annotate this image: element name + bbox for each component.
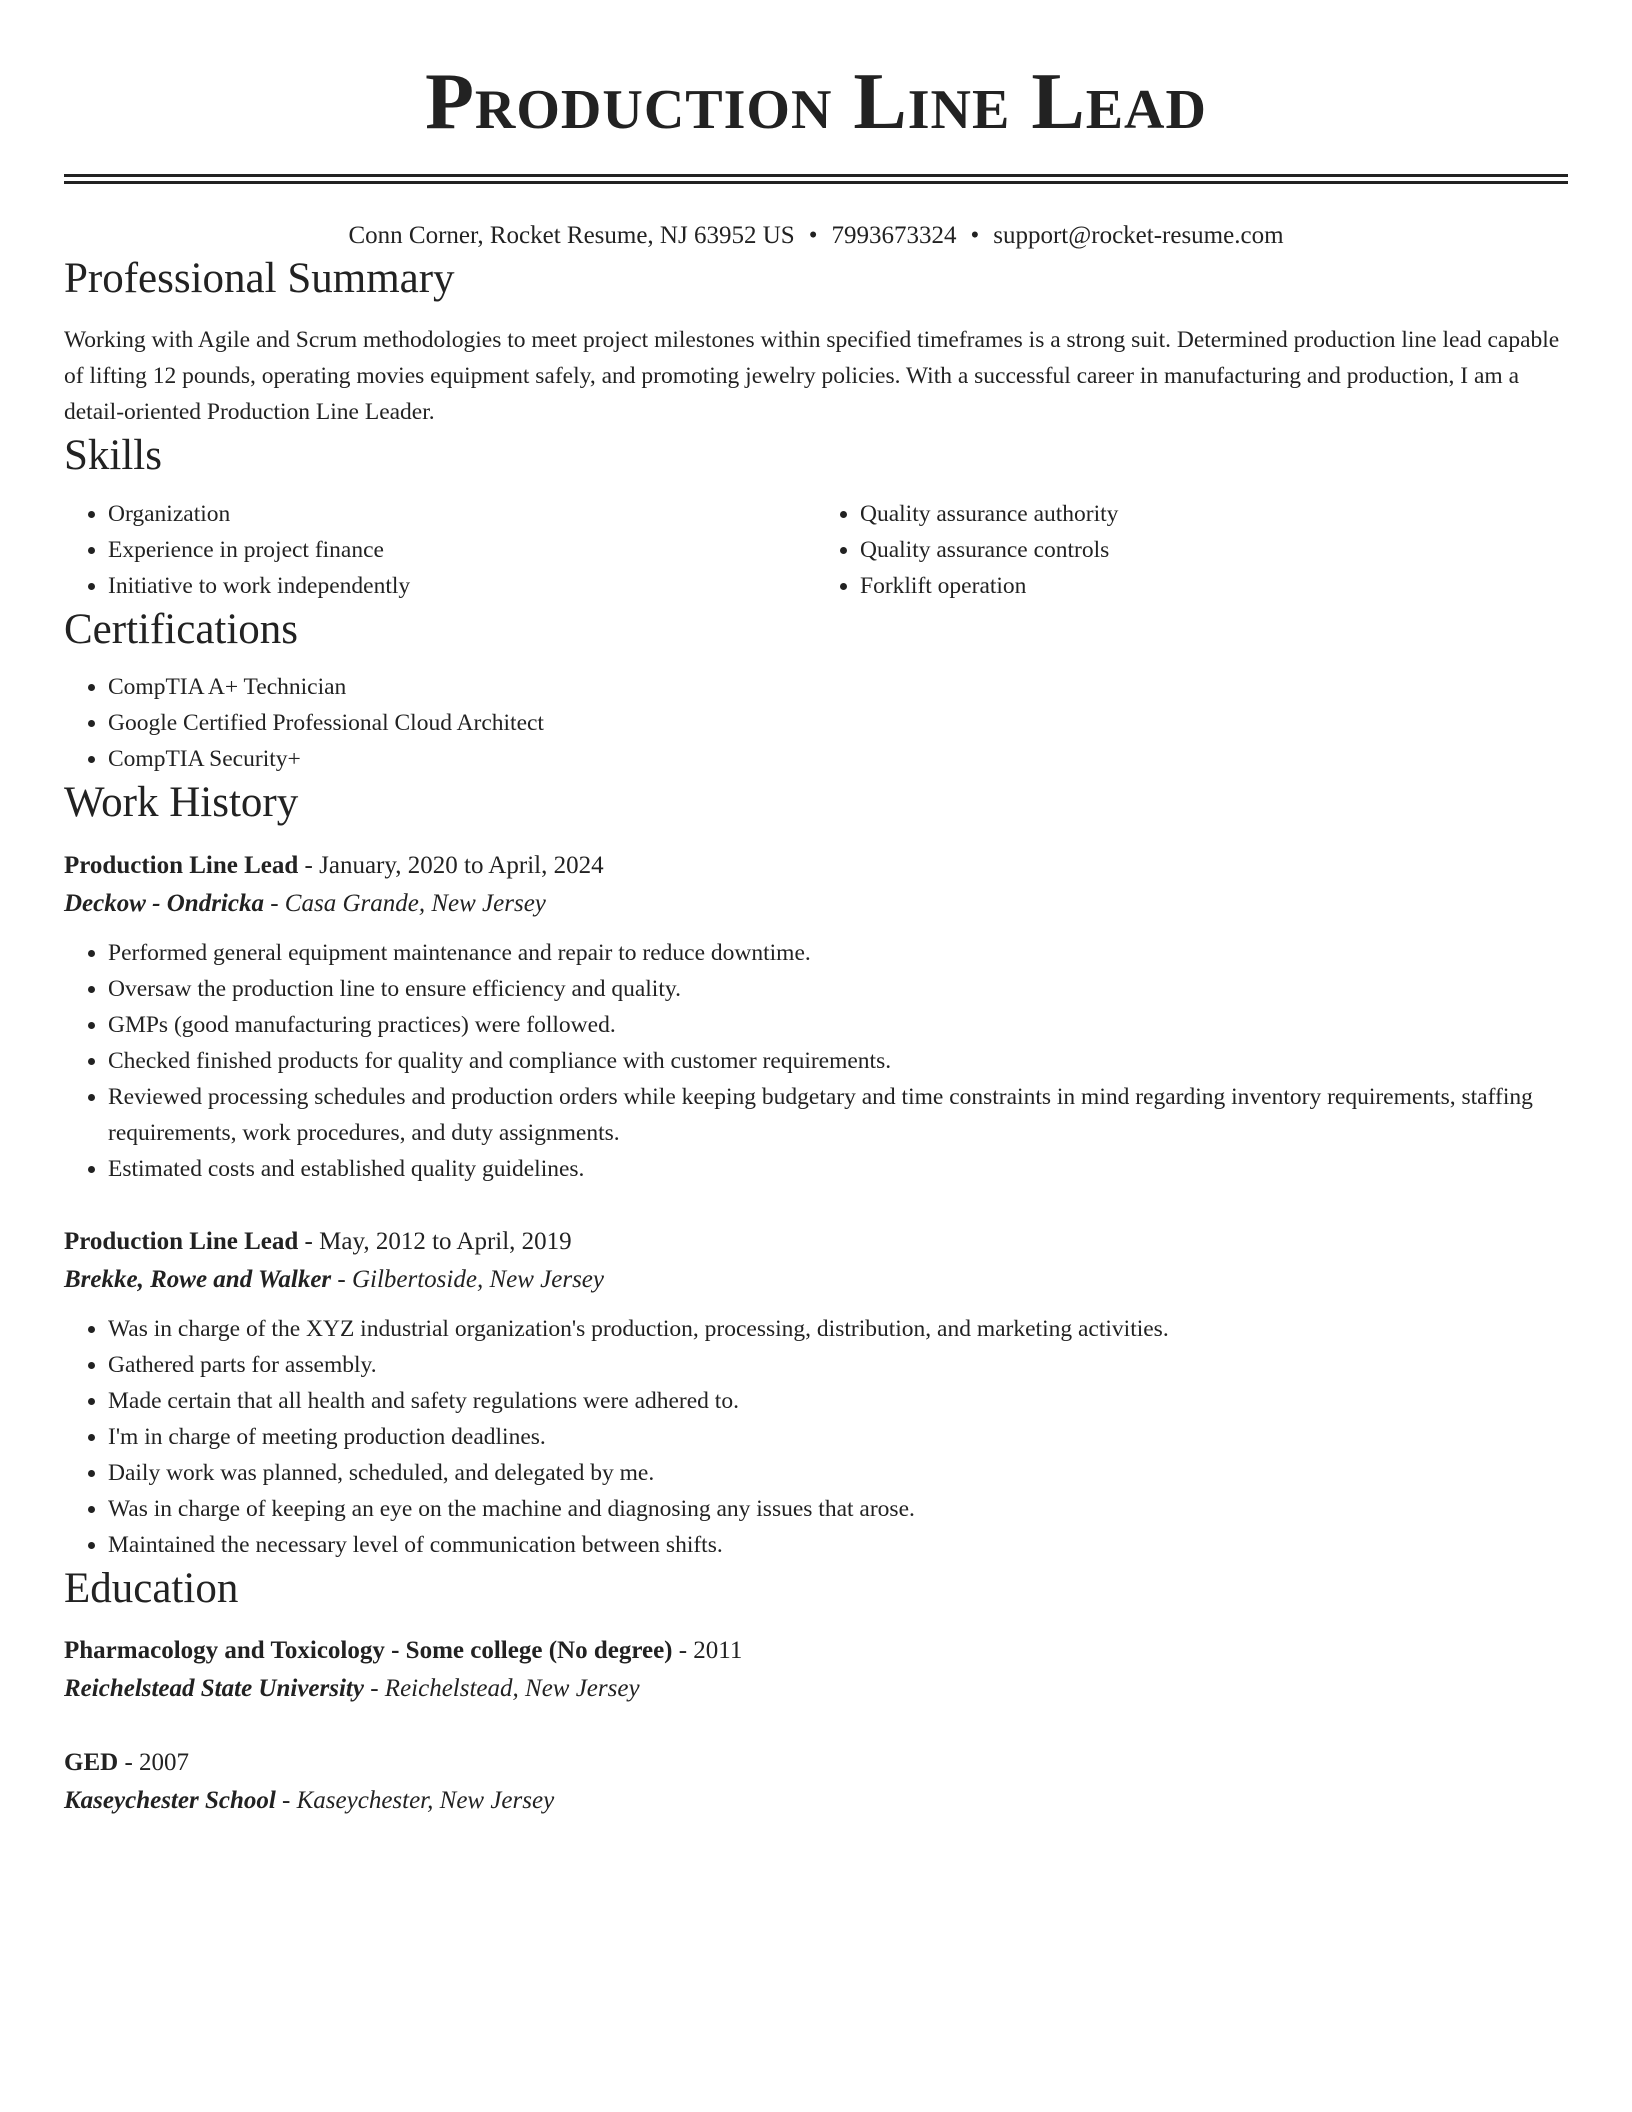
degree-line bbox=[64, 1632, 1568, 1670]
job-bullet: • Maintained the necessary level of communication between shifts. bbox=[108, 1527, 1568, 1563]
certifications-list bbox=[64, 669, 1568, 777]
school-line bbox=[64, 1782, 1568, 1820]
skill-item: • Quality assurance authority bbox=[860, 496, 1568, 532]
summary-heading: Professional Summary bbox=[64, 254, 455, 302]
job-bullet: • Oversaw the production line to ensure efficiency and quality. bbox=[108, 971, 1568, 1007]
education-location: - Kaseychester, New Jersey bbox=[275, 1787, 555, 1815]
job-bullet: • GMPs (good manufacturing practices) were followed. bbox=[108, 1007, 1568, 1043]
job-bullets bbox=[64, 1311, 1568, 1563]
skills-grid bbox=[64, 496, 1568, 604]
contact-email: support@rocket-resume.com bbox=[993, 222, 1284, 249]
education-degree: GED bbox=[64, 1749, 119, 1777]
job-bullet: • Estimated costs and established quality guidelines. bbox=[108, 1151, 1568, 1187]
job-dates: - January, 2020 to April, 2024 bbox=[298, 851, 604, 879]
job-dates: - May, 2012 to April, 2019 bbox=[298, 1227, 572, 1255]
job-entry bbox=[64, 847, 1568, 1187]
education-year: - 2011 bbox=[672, 1637, 743, 1665]
job-company: Brekke, Rowe and Walker bbox=[64, 1265, 332, 1293]
education-location: - Reichelstead, New Jersey bbox=[363, 1675, 640, 1703]
skill-item: • Initiative to work independently bbox=[108, 568, 816, 604]
education-degree: Pharmacology and Toxicology - Some college (No degree) bbox=[64, 1637, 673, 1665]
summary-text: Working with Agile and Scrum methodologies to meet project milestones within specified timeframes is a strong suit. Determined production line lead capable of lifting 12 pounds, operating movies equipment safely, and promoting jewelry policies. With a successful career in manufacturing and production, I am a detail-oriented Production Line Leader. bbox=[64, 327, 1560, 426]
job-location: - Gilbertoside, New Jersey bbox=[331, 1265, 604, 1293]
skills-heading: Skills bbox=[64, 432, 162, 480]
education-heading: Education bbox=[64, 1564, 239, 1612]
job-entry bbox=[64, 1223, 1568, 1563]
job-location: - Casa Grande, New Jersey bbox=[263, 889, 546, 917]
resume-title: Production Line Lead bbox=[425, 58, 1207, 146]
job-bullet: • Made certain that all health and safety regulations were adhered to. bbox=[108, 1383, 1568, 1419]
skills-right-list bbox=[816, 496, 1568, 604]
education-entry bbox=[64, 1744, 1568, 1820]
job-company: Deckow - Ondricka bbox=[64, 889, 264, 917]
contact-address: Conn Corner, Rocket Resume, NJ 63952 US bbox=[348, 222, 795, 249]
job-bullet: • Was in charge of the XYZ industrial organization's production, processing, distribution, and marketing activities. bbox=[108, 1311, 1568, 1347]
skills-left-list bbox=[64, 496, 816, 604]
skill-item: • Forklift operation bbox=[860, 568, 1568, 604]
job-title-line bbox=[64, 1223, 1568, 1261]
education-school: Reichelstead State University bbox=[64, 1675, 364, 1703]
education-year: - 2007 bbox=[118, 1749, 190, 1777]
contact-line bbox=[64, 220, 1568, 253]
skill-item: • Organization bbox=[108, 496, 816, 532]
job-bullet: • Was in charge of keeping an eye on the machine and diagnosing any issues that arose. bbox=[108, 1491, 1568, 1527]
employer-line bbox=[64, 1261, 1568, 1299]
job-bullet: • I'm in charge of meeting production deadlines. bbox=[108, 1419, 1568, 1455]
job-role: Production Line Lead bbox=[64, 851, 299, 879]
school-line bbox=[64, 1670, 1568, 1708]
certifications-heading: Certifications bbox=[64, 605, 299, 653]
job-bullet: • Daily work was planned, scheduled, and delegated by me. bbox=[108, 1455, 1568, 1491]
education-entry bbox=[64, 1632, 1568, 1708]
contact-separator: • bbox=[808, 222, 818, 249]
certification-item: • Google Certified Professional Cloud Architect bbox=[108, 705, 1568, 741]
job-bullet: • Checked finished products for quality and compliance with customer requirements. bbox=[108, 1043, 1568, 1079]
certification-item: • CompTIA Security+ bbox=[108, 741, 1568, 777]
employer-line bbox=[64, 885, 1568, 923]
skill-item: • Quality assurance controls bbox=[860, 532, 1568, 568]
job-role: Production Line Lead bbox=[64, 1227, 299, 1255]
contact-separator: • bbox=[970, 222, 980, 249]
title-divider bbox=[64, 174, 1568, 184]
degree-line bbox=[64, 1744, 1568, 1782]
job-bullet: • Performed general equipment maintenance and repair to reduce downtime. bbox=[108, 935, 1568, 971]
education-school: Kaseychester School bbox=[64, 1787, 276, 1815]
job-bullet: • Gathered parts for assembly. bbox=[108, 1347, 1568, 1383]
job-bullets bbox=[64, 935, 1568, 1187]
job-bullet: • Reviewed processing schedules and production orders while keeping budgetary and time constraints in mind regarding inventory requirements, staffing requirements, work procedures, and duty assignments. bbox=[108, 1079, 1568, 1151]
job-title-line bbox=[64, 847, 1568, 885]
certification-item: • CompTIA A+ Technician bbox=[108, 669, 1568, 705]
work-history-heading: Work History bbox=[64, 779, 299, 827]
skill-item: • Experience in project finance bbox=[108, 532, 816, 568]
contact-phone: 7993673324 bbox=[831, 222, 957, 249]
